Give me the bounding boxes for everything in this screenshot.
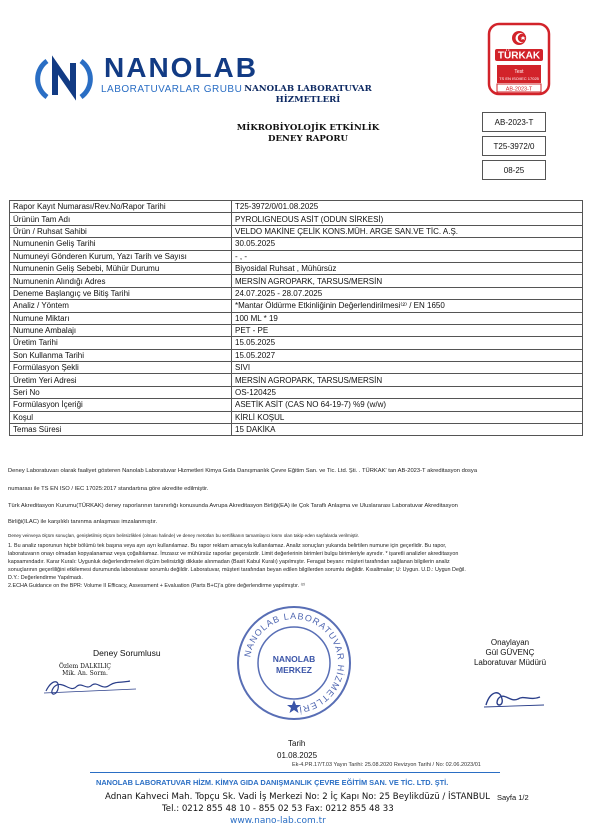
field-value: KİRLİ KOŞUL — [232, 411, 583, 423]
report-info-table — [9, 200, 583, 436]
field-value: PET - PE — [232, 324, 583, 336]
field-label: Numunenin Geliş Tarihi — [10, 238, 232, 250]
approver-signature — [480, 683, 550, 713]
field-value: 15.05.2027 — [232, 349, 583, 361]
turkak-code: AB-2023-T — [505, 86, 533, 93]
organization-title — [228, 84, 388, 106]
table-row — [10, 386, 583, 398]
footer-phone: Tel.: 0212 855 48 10 - 855 02 53 Fax: 0212 855 48 33 — [162, 804, 394, 814]
disclaimer-note: laboratuvarın onayı olmadan kopyalanamaz veya çoğaltılamaz. İmzasız ve mühürsüz raporlar geçersizdir. Limit değerlerinin birimleri bulgu birimleriyle aynıdır. * işaretli analizler akreditasyon — [8, 551, 459, 557]
field-label: Üretim Yeri Adresi — [10, 374, 232, 386]
brand-subtitle: LABORATUVARLAR GRUBU — [101, 84, 243, 95]
disclaimer-note: 1. Bu analiz raporunun hiçbir bölümü tek başına veya ayrı ayrı kullanılamaz. Bu rapor reklam amacıyla kullanılamaz. Analiz sonuçları yukarıda belirtilen numune için geçerlidir. Bu rapor, — [8, 543, 447, 549]
field-label: Analiz / Yöntem — [10, 300, 232, 312]
disclaimer-note: sonuçlarının geçerliliğini etkilemesi durumunda laboratuvar sorumlu değildir. Laboratuvar, müşteri tarafından beyan edilen bilgilerden sorumlu değildir. Kısaltmalar; U: Uygun. U.D.: Uygun Değil. — [8, 567, 466, 573]
field-label: Ürünün Tam Adı — [10, 213, 232, 225]
field-value: Biyosidal Ruhsat , Mühürsüz — [232, 262, 583, 274]
field-label: Üretim Tarihi — [10, 337, 232, 349]
table-row — [10, 300, 583, 312]
page-number: Sayfa 1/2 — [497, 793, 529, 802]
table-row — [10, 250, 583, 262]
official-seal — [235, 604, 353, 722]
footer-address: Adnan Kahveci Mah. Topçu Sk. Vadi İş Merkezi No: 2 İç Kapı No: 25 Beylikdüzü / İSTANBUL — [105, 792, 490, 802]
turkak-badge-line: TS EN ISO/IEC 17025 — [499, 76, 539, 81]
disclaimer-note: D.Y.: Değerlendirme Yapılmadı. — [8, 575, 83, 581]
field-label: Koşul — [10, 411, 232, 423]
org-title-line: NANOLAB LABORATUVAR — [244, 84, 372, 94]
table-row — [10, 213, 583, 225]
report-title — [222, 123, 394, 145]
field-value: 15.05.2025 — [232, 337, 583, 349]
table-row — [10, 238, 583, 250]
turkak-wordmark: TÜRKAK — [497, 50, 541, 62]
table-row — [10, 424, 583, 436]
field-value: MERSİN AGROPARK, TARSUS/MERSİN — [232, 374, 583, 386]
form-revision-codes: Ek-4.PR.17/T.03 Yayın Tarihi: 25.08.2020 Revizyon Tarihi / No: 02.06.2023/01 — [292, 762, 481, 768]
field-value: 15 DAKİKA — [232, 424, 583, 436]
field-label: Numune Miktarı — [10, 312, 232, 324]
footer-company: NANOLAB LABORATUVAR HİZM. KİMYA GIDA DANIŞMANLIK ÇEVRE EĞİTİM SAN. VE TİC. LTD. ŞTİ. — [96, 778, 449, 787]
table-row — [10, 399, 583, 411]
field-label: Seri No — [10, 386, 232, 398]
report-number-box: T25-3972/0 — [482, 136, 546, 156]
disclaimer-note: kapsamındadır. Karar Kuralı: Uygunluk değerlendirmeleri ölçüm belirsizliği dikkate alınmadan (Basit Kabul Kuralı) yapılmıştır. Feragat beyanı: müşteri tarafından sağlanan bilgilerin analiz — [8, 559, 450, 565]
field-value: 24.07.2025 - 28.07.2025 — [232, 287, 583, 299]
approver-title: Onaylayan — [490, 638, 530, 647]
field-label: Formülasyon İçeriği — [10, 399, 232, 411]
field-value: VELDO MAKİNE ÇELİK KONS.MÜH. ARGE SAN.VE TİC. A.Ş. — [232, 225, 583, 237]
footer-divider — [90, 772, 500, 773]
field-value: MERSİN AGROPARK, TARSUS/MERSİN — [232, 275, 583, 287]
seal-center-line: NANOLAB — [272, 654, 316, 664]
date-value: 01.08.2025 — [277, 751, 318, 760]
field-label: Ürün / Ruhsat Sahibi — [10, 225, 232, 237]
table-row — [10, 201, 583, 213]
date-label: Tarih — [288, 739, 306, 748]
approver-block — [460, 638, 560, 668]
table-row — [10, 337, 583, 349]
tester-name: Özlem DALKILIÇ — [58, 663, 112, 670]
accreditation-note: numarası ile TS EN ISO / IEC 17025:2017 standartına göre akredite edilmiştir. — [8, 486, 209, 492]
field-label: Numunenin Alındığı Adres — [10, 275, 232, 287]
field-label: Numunenin Geliş Sebebi, Mühür Durumu — [10, 262, 232, 274]
turkak-badge-line: Test — [514, 69, 524, 75]
seal-center-line: MERKEZ — [276, 665, 312, 675]
table-row — [10, 349, 583, 361]
field-label: Rapor Kayıt Numarası/Rev.No/Rapor Tarihi — [10, 201, 232, 213]
org-title-line: HİZMETLERİ — [275, 95, 341, 105]
table-row — [10, 324, 583, 336]
report-title-line: MİKROBİYOLOJİK ETKİNLİK — [236, 123, 380, 133]
turkak-accreditation-logo — [487, 22, 551, 110]
report-period-box: 08-25 — [482, 160, 546, 180]
accreditation-note: Türk Akreditasyon Kurumu(TÜRKAK) deney raporlarının tanınırlığı konusunda Avrupa Akreditasyon Birliği(EA) ile Çok Taraflı Anlaşma ve Uluslararası Laboratuvar Akreditasyon — [8, 503, 458, 509]
field-label: Deneme Başlangıç ve Bitiş Tarihi — [10, 287, 232, 299]
disclaimer-note: 2.ECHA Guidance on the BPR: Volume II Efficacy, Assessment + Evaluation (Parts B+C)'a göre değerlendirme yapılmıştır. ⁽²⁾ — [8, 583, 306, 589]
table-row — [10, 287, 583, 299]
field-value: *Mantar Öldürme Etkinliğinin Değerlendirilmesi⁽²⁾ / EN 1650 — [232, 300, 583, 312]
field-value: SIVI — [232, 362, 583, 374]
field-value: ASETİK ASİT (CAS NO 64-19-7) %9 (w/w) — [232, 399, 583, 411]
nanolab-logo-icon — [33, 55, 95, 103]
field-value: PYROLIGNEOUS ASİT (ODUN SİRKESİ) — [232, 213, 583, 225]
table-row — [10, 225, 583, 237]
table-row — [10, 275, 583, 287]
report-title-line: DENEY RAPORU — [268, 134, 348, 144]
tester-title: Deney Sorumlusu — [93, 648, 161, 658]
table-row — [10, 312, 583, 324]
table-row — [10, 362, 583, 374]
table-row — [10, 374, 583, 386]
field-label: Temas Süresi — [10, 424, 232, 436]
brand-name: NANOLAB — [104, 52, 258, 83]
tester-signature — [40, 673, 140, 701]
accreditation-code-box: AB-2023-T — [482, 112, 546, 132]
field-value: 100 ML * 19 — [232, 312, 583, 324]
table-row — [10, 262, 583, 274]
footer-website-link[interactable]: www.nano-lab.com.tr — [230, 816, 326, 826]
approver-role: Laboratuvar Müdürü — [473, 658, 547, 667]
field-label: Numuneyi Gönderen Kurum, Yazı Tarih ve Sayısı — [10, 250, 232, 262]
accreditation-note: Deney Laboratuvarı olarak faaliyet gösteren Nanolab Laboratuvar Hizmetleri Kimya Gıda Danışmanlık Çevre Eğitim San. ve Tic. Ltd. Şti. . TÜRKAK' tan AB-2023-T akreditasyon dosya — [8, 468, 478, 474]
seal-ring-text: NANOLAB LABORATUVAR HİZMETLERİ — [242, 610, 347, 715]
field-value: 30.05.2025 — [232, 238, 583, 250]
accreditation-note: Birliği(ILAC) ile karşılıklı tanınma anlaşması imzalanmıştır. — [8, 519, 158, 525]
field-value: - , - — [232, 250, 583, 262]
approver-name: Gül GÜVENÇ — [485, 648, 535, 657]
table-row — [10, 411, 583, 423]
field-label: Numune Ambalajı — [10, 324, 232, 336]
field-value: T25-3972/0/01.08.2025 — [232, 201, 583, 213]
disclaimer-note: Deney veinveya ölçüm sonuçları, genişletilmiş ölçüm belirsizlikleri (olması halinde) ve deney metotları bu sertifikanın tamamlayıcı kısmı olan takip eden sayfalarda verilmiştir. — [8, 533, 360, 538]
field-value: OS-120425 — [232, 386, 583, 398]
field-label: Son Kullanma Tarihi — [10, 349, 232, 361]
tester-role: Mik. An. Sorm. — [62, 670, 108, 677]
field-label: Formülasyon Şekli — [10, 362, 232, 374]
